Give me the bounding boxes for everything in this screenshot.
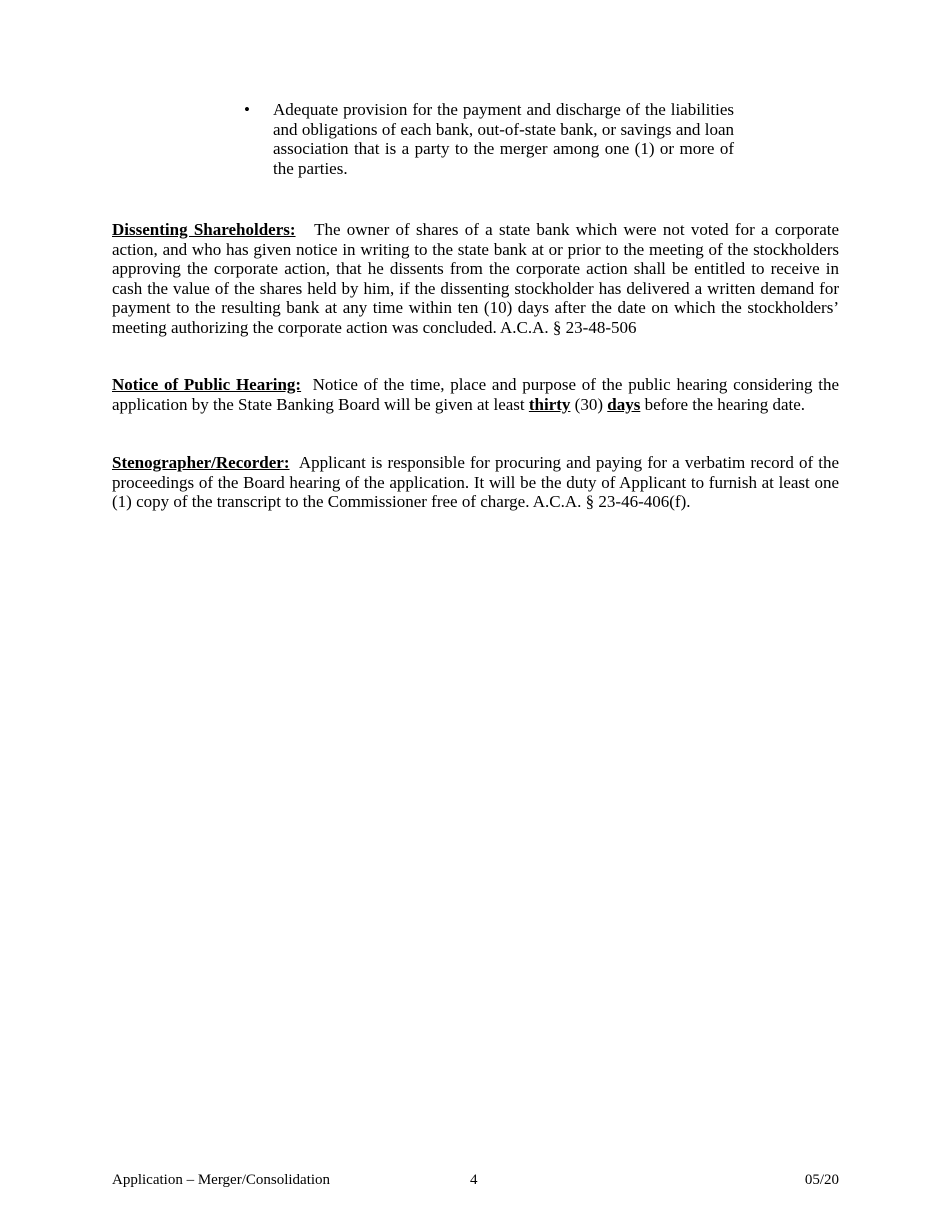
stenographer-recorder-heading: Stenographer/Recorder: [112,453,290,472]
bullet-item [244,100,734,178]
dissenting-shareholders-body: The owner of shares of a state bank which were not voted for a corporate action, and who has given notice in writing to the state bank at or prior to the meeting of the stockholders approving the corporate action, that he dissents from the corporate action shall be entitled to receive in cash the value of the shares held by him, if the dissenting stockholder has delivered a written demand for payment to the resulting bank at any time within ten (10) days after the date on which the stockholders’ meeting authorizing the corporate action was concluded. A.C.A. § 23-48-506 [112,220,840,337]
notice-emphasis-days: days [607,394,641,414]
dissenting-shareholders-section [112,220,839,337]
bullet-text: Adequate provision for the payment and discharge of the liabilities and obligations of each bank, out-of-state bank, or savings and loan association that is a party to the merger among one (1) or more of the parties. [273,100,734,178]
notice-body-part3: before the hearing date. [644,394,806,414]
footer-revision-date: 05/20 [804,1172,839,1188]
page-footer [112,1171,839,1191]
bullet-icon: • [244,100,250,119]
notice-of-public-hearing-section [112,375,839,414]
notice-emphasis-thirty: thirty [528,394,571,414]
dissenting-shareholders-heading: Dissenting Shareholders: [112,220,296,239]
footer-page-number: 4 [470,1172,478,1188]
stenographer-recorder-section [112,453,839,512]
footer-document-title: Application – Merger/Consolidation [112,1172,331,1188]
stenographer-recorder-body: Applicant is responsible for procuring and paying for a verbatim record of the proceedings of the Board hearing of the application. It will be the duty of Applicant to furnish at least one (1) copy of the transcript to the Commissioner free of charge. A.C.A. § 23-46-406(f). [112,453,839,511]
notice-body-part1: Notice of the time, place and purpose of the public hearing considering the application by the State Banking Board will be given at least [112,375,840,414]
notice-of-public-hearing-heading: Notice of Public Hearing: [112,375,302,394]
notice-body-part2: (30) [574,394,603,414]
